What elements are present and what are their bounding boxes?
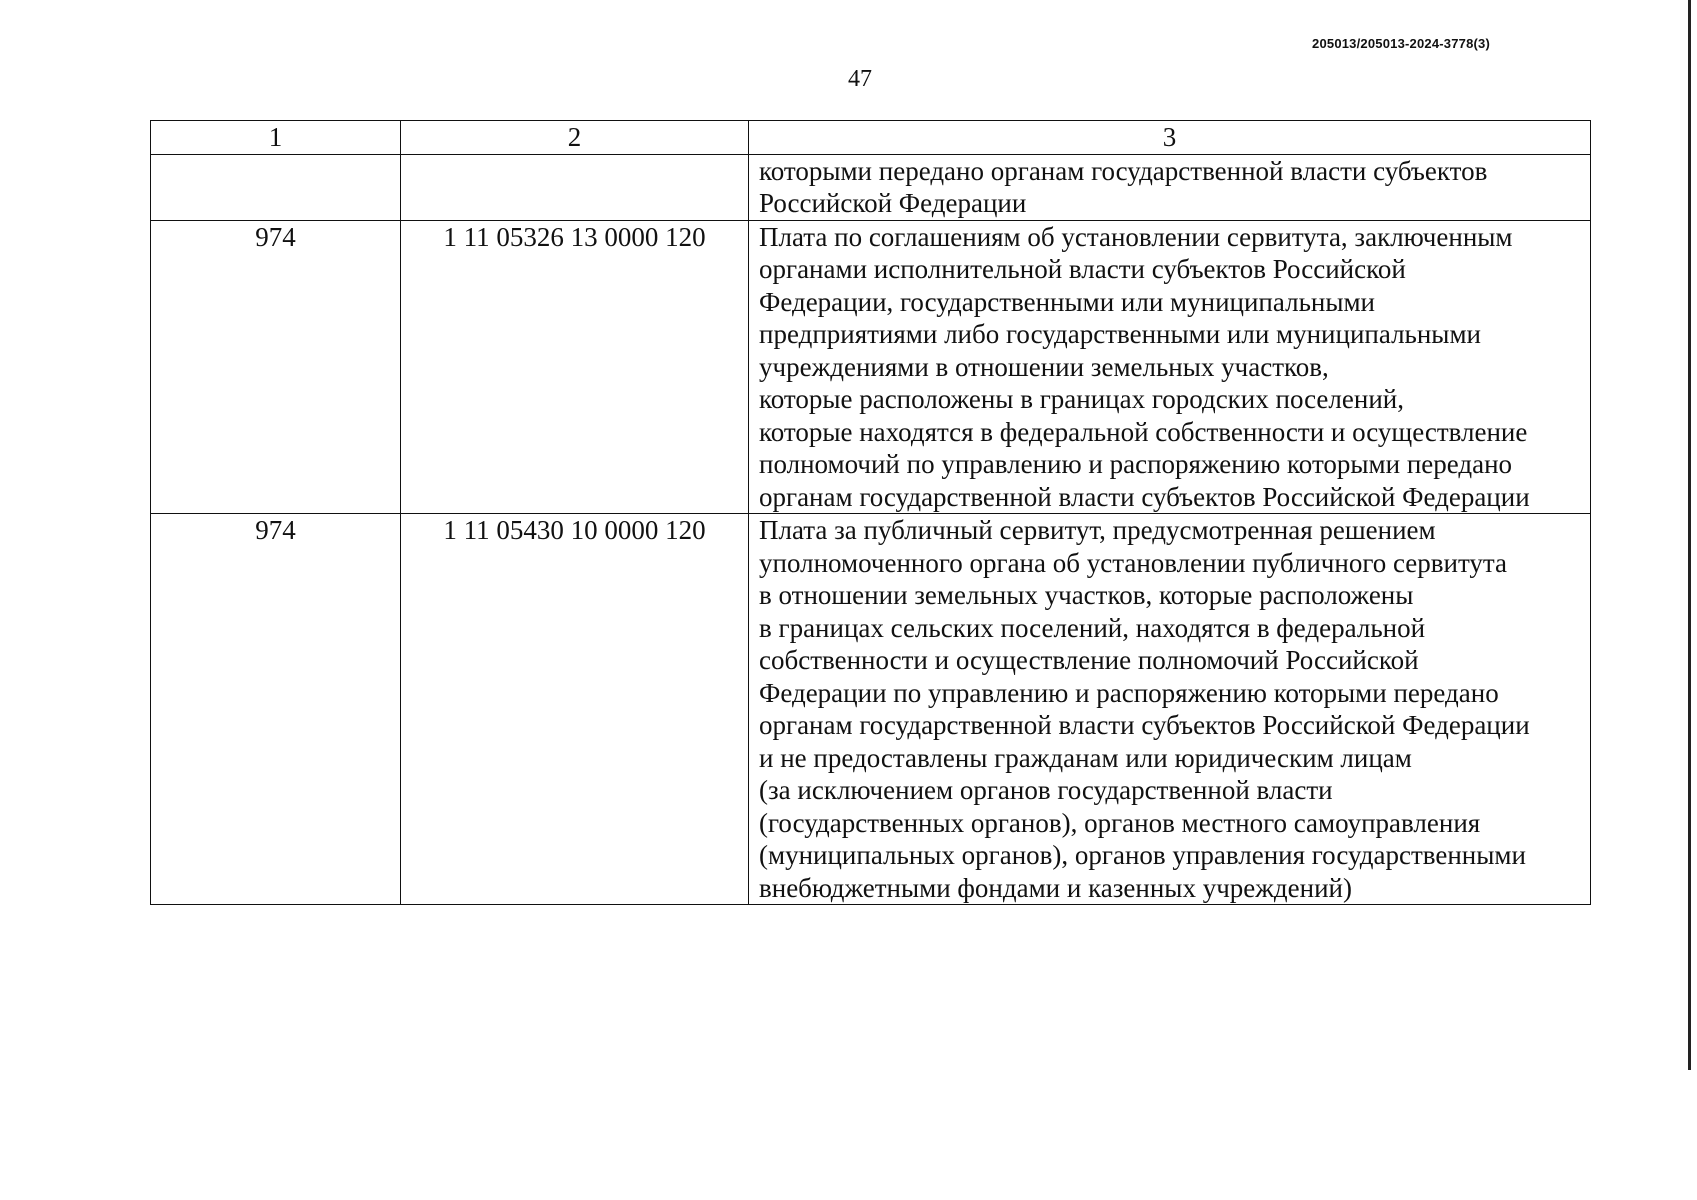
column-header-2: 2 [401,121,749,155]
description-line: уполномоченного органа об установлении публичного сервитута [759,547,1508,578]
description-line: в отношении земельных участков, которые расположены [759,580,1414,610]
page-number: 47 [848,66,872,92]
description-line: Федерации по управлению и распоряжению которыми передано [759,677,1499,708]
description-line: (муниципальных органов), органов управления государственными [759,840,1526,870]
description-line: полномочий по управлению и распоряжению которыми передано [759,449,1513,479]
description-line: которыми передано органам государственной власти субъектов [759,155,1488,186]
description-line: Плата за публичный сервитут, предусмотренная решением [759,515,1436,545]
description-line: Российской Федерации [759,188,1027,218]
description-line: в границах сельских поселений, находятся в федеральной [759,612,1426,643]
kbk-code-cell: 1 11 05430 10 0000 120 [401,514,749,905]
description-line: органам государственной власти субъектов Российской Федерации [759,481,1530,512]
description-line: внебюджетными фондами и казенных учреждений) [759,872,1352,903]
description-line: предприятиями либо государственными или муниципальными [759,319,1481,349]
description-cell [749,220,1591,514]
description-line: и не предоставлены гражданам или юридическим лицам [759,742,1412,773]
column-header-3: 3 [749,121,1591,155]
column-header-1: 1 [151,121,401,155]
description-cell [749,514,1591,905]
description-line: Федерации, государственными или муниципальными [759,286,1376,317]
scan-edge-line [1688,0,1691,1070]
table-header-row [151,121,1591,155]
description-line: Плата по соглашениям об установлении сервитута, заключенным [759,221,1513,252]
description-line: органами исполнительной власти субъектов Российской [759,254,1406,284]
admin-code-cell [151,154,401,220]
description-line: (за исключением органов государственной власти [759,775,1333,805]
description-line: собственности и осуществление полномочий Российской [759,645,1419,675]
description-line: которые находятся в федеральной собственности и осуществление [759,416,1528,447]
table-row [151,154,1591,220]
description-line: учреждениями в отношении земельных участков, [759,351,1329,382]
document-registration-number: 205013/205013-2024-3778(3) [1312,36,1490,51]
kbk-code-cell [401,154,749,220]
budget-codes-table [150,120,1591,905]
description-line: которые расположены в границах городских поселений, [759,384,1404,414]
admin-code-cell: 974 [151,514,401,905]
kbk-code-cell: 1 11 05326 13 0000 120 [401,220,749,514]
table-row [151,220,1591,514]
description-line: органам государственной власти субъектов Российской Федерации [759,710,1530,740]
description-line: (государственных органов), органов местного самоуправления [759,807,1481,838]
admin-code-cell: 974 [151,220,401,514]
description-cell [749,154,1591,220]
table-row [151,514,1591,905]
